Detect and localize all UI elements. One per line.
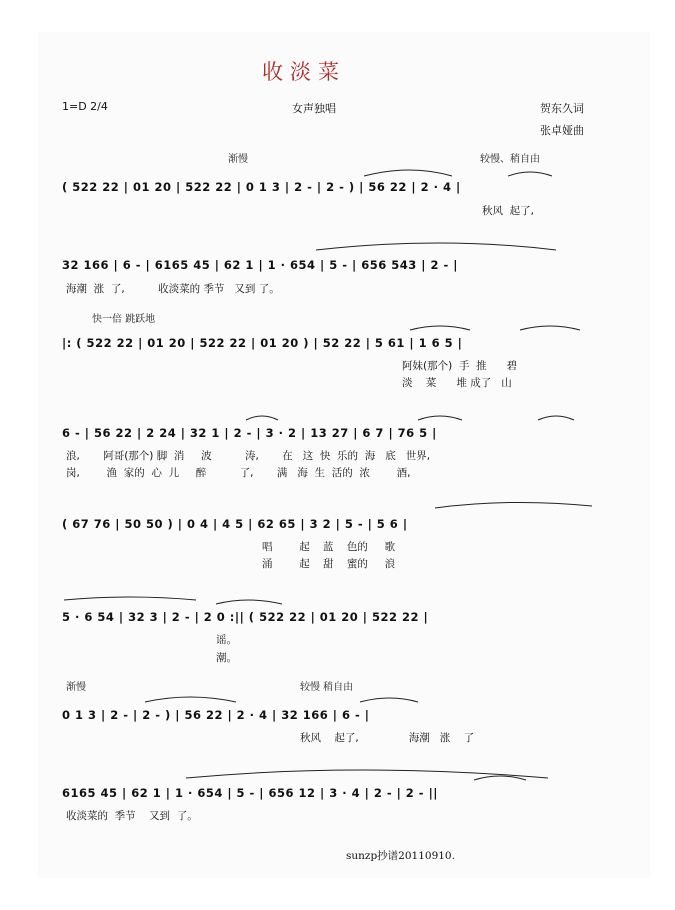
notation-line: ( 522 22 | 01 20 | 522 22 | 0 1 3 | 2 - | 2 - ) | 56 22 | 2 · 4 | <box>62 180 461 194</box>
song-title: 收淡菜 <box>262 60 346 84</box>
lyricist-credit: 贺东久词 <box>540 102 584 115</box>
composer-credit: 张卓娅曲 <box>540 124 584 137</box>
lyric-line: 唱 起 蓝 色的 歌 <box>262 541 396 553</box>
key-signature: 1=D 2/4 <box>62 100 108 113</box>
tempo-mark: 渐慢 <box>228 154 248 165</box>
lyric-line: 谣。 <box>216 634 237 646</box>
notation-line: 6 - | 56 22 | 2 24 | 32 1 | 2 - | 3 · 2 | 13 27 | 6 7 | 76 5 | <box>62 426 437 440</box>
notation-line: 32 166 | 6 - | 6165 45 | 62 1 | 1 · 654 | 5 - | 656 543 | 2 - | <box>62 258 458 272</box>
notation-line: 6165 45 | 62 1 | 1 · 654 | 5 - | 656 12 | 3 · 4 | 2 - | 2 - || <box>62 786 438 800</box>
lyric-line: 海潮 涨 了, 收淡菜的 季节 又到 了。 <box>66 283 280 295</box>
lyric-line: 秋风 起了, <box>482 205 535 217</box>
tempo-mark: 快一倍 跳跃地 <box>92 314 156 325</box>
lyric-line: 浪, 阿哥(那个) 脚 消 波 涛, 在 这 快 乐的 海 底 世界, <box>66 450 431 462</box>
tempo-mark: 渐慢 <box>66 682 86 693</box>
lyric-line: 收淡菜的 季节 又到 了。 <box>66 810 198 822</box>
lyric-line: 淡 菜 堆 成了 山 <box>402 377 512 389</box>
tempo-mark: 较慢 稍自由 <box>300 682 354 693</box>
lyric-line: 潮。 <box>216 652 237 664</box>
lyric-line: 涌 起 甜 蜜的 浪 <box>262 558 396 570</box>
performance-form: 女声独唱 <box>292 102 336 115</box>
lyric-line: 秋风 起了, 海潮 涨 了 <box>300 732 475 744</box>
transcriber-note: sunzp抄谱20110910. <box>346 850 455 862</box>
lyric-line: 阿妹(那个) 手 推 碧 <box>402 360 518 372</box>
lyric-line: 岗, 渔 家的 心 儿 醉 了, 满 海 生 活的 浓 酒, <box>66 467 411 479</box>
tempo-mark: 较慢、稍自由 <box>480 154 540 165</box>
notation-line: |: ( 522 22 | 01 20 | 522 22 | 01 20 ) | 52 22 | 5 61 | 1 6 5 | <box>62 336 463 350</box>
notation-line: 5 · 6 54 | 32 3 | 2 - | 2 0 :|| ( 522 22 | 01 20 | 522 22 | <box>62 610 429 624</box>
notation-line: 0 1 3 | 2 - | 2 - ) | 56 22 | 2 · 4 | 32 166 | 6 - | <box>62 708 370 722</box>
notation-line: ( 67 76 | 50 50 ) | 0 4 | 4 5 | 62 65 | 3 2 | 5 - | 5 6 | <box>62 517 408 531</box>
